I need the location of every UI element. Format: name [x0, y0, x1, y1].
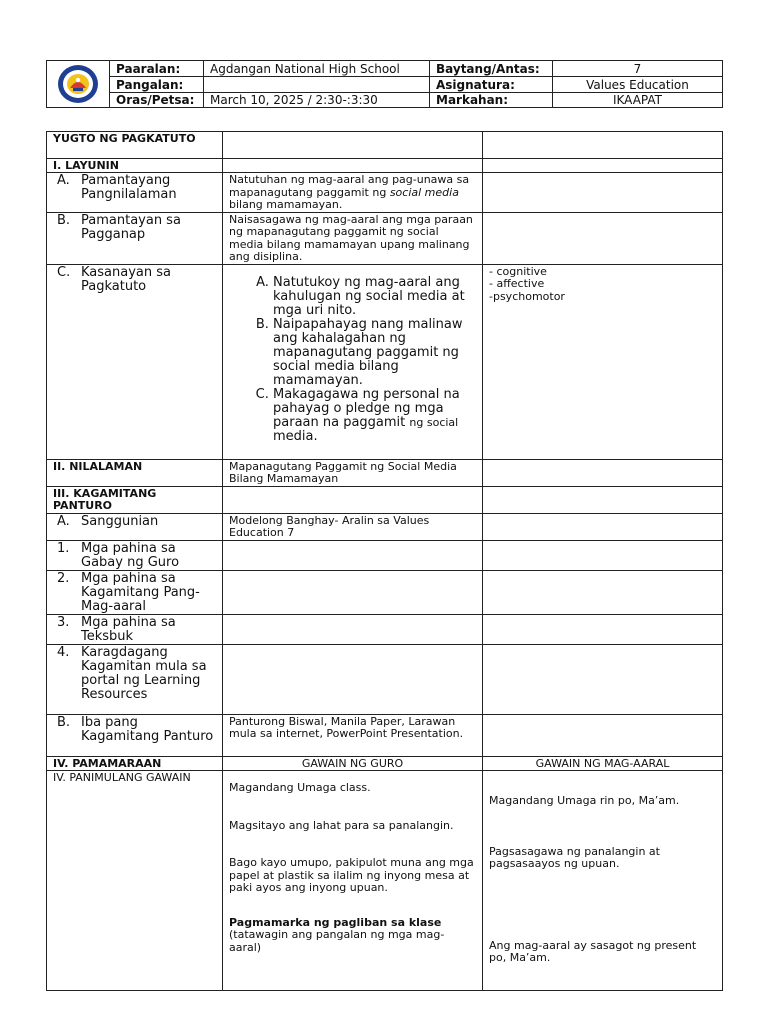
sanggunian-text: Modelong Banghay- Aralin sa Values Education 7: [223, 513, 483, 540]
table-row: [47, 159, 723, 173]
item-label: Kasanayan sa Pagkatuto: [81, 264, 171, 294]
yugto-heading: YUGTO NG PAGKATUTO: [47, 132, 223, 159]
pamantayan-sa-pagganap-item: [53, 214, 216, 242]
learning-domains: [483, 264, 723, 459]
table-row: [47, 756, 723, 771]
item-label: Karagdagang Kagamitan mula sa portal ng Learning Resources: [81, 644, 207, 702]
pangalan-label: Pangalan:: [110, 77, 204, 92]
reference-item: [53, 646, 216, 702]
item-marker: C.: [57, 264, 71, 280]
school-seal: [47, 61, 110, 108]
list-item: [273, 388, 476, 444]
objectives-list: [229, 276, 476, 444]
table-row: [47, 570, 723, 614]
item-marker: B.: [57, 212, 71, 228]
text-part: bilang mamamayan.: [229, 198, 343, 211]
guro-prayer: Magsitayo ang lahat para sa panalangin.: [229, 818, 454, 832]
text-part: ng social: [409, 415, 459, 429]
pamantayan-sa-pagganap-text: Naisasagawa ng mag-aaral ang mga paraan ng mapanagutang paggamit ng social media bilang mamamayan upang malinang ang disiplina.: [223, 212, 483, 264]
item-marker: A.: [57, 513, 70, 529]
table-row: [47, 540, 723, 570]
pangalan-value: [204, 77, 430, 92]
table-row: [47, 459, 723, 486]
item-marker: 3.: [57, 614, 70, 630]
text-part: Natutuhan ng mag-aaral ang pag-unawa sa mapanagutang paggamit ng: [229, 173, 470, 199]
asignatura-label: Asignatura:: [430, 77, 553, 92]
guro-cleanup: Bago kayo umupo, pakipulot muna ang mga papel at plastik sa ilalim ng inyong mesa at paki ayos ang inyong upuan.: [229, 856, 474, 894]
item-marker: 2.: [57, 570, 70, 586]
domain-psychomotor: -psychomotor: [489, 289, 565, 303]
reference-item: [53, 542, 216, 570]
pamamaraan-heading: IV. PAMAMARAAN: [47, 756, 223, 771]
reference-item: [53, 572, 216, 614]
table-row: [47, 771, 723, 991]
gawain-mag-aaral-heading: GAWAIN NG MAG-AARAL: [483, 756, 723, 771]
iba-pang-kagamitan-text: Panturong Biswal, Manila Paper, Larawan mula sa internet, PowerPoint Presentation.: [223, 714, 483, 756]
item-label: Mga pahina sa Kagamitang Pang-Mag-aaral: [81, 570, 200, 614]
table-row: [47, 644, 723, 714]
kasanayan-item: [53, 266, 216, 294]
item-marker: A.: [57, 173, 70, 188]
nilalaman-heading: II. NILALAMAN: [47, 459, 223, 486]
list-item: B. Naipapahayag nang malinaw ang kahalagahan ng mapanagutang paggamit ng social media bilang mamamayan.: [273, 318, 476, 388]
reference-item: [53, 616, 216, 644]
paaralan-value: Agdangan National High School: [204, 61, 430, 77]
item-label: Pamantayang Pangnilalaman: [81, 173, 177, 202]
domain-cognitive: - cognitive: [489, 264, 547, 278]
gawain-guro-heading: GAWAIN NG GURO: [223, 756, 483, 771]
panimulang-gawain-label: IV. PANIMULANG GAWAIN: [47, 771, 223, 991]
pamantayang-pangnilalaman-text: [223, 173, 483, 213]
guro-attendance-text: (tatawagin ang pangalan ng mga mag-aaral): [229, 928, 445, 954]
oras-label: Oras/Petsa:: [110, 92, 204, 107]
baitang-value: 7: [553, 61, 723, 77]
pamantayang-pangnilalaman-item: [53, 174, 216, 202]
sanggunian-item: [53, 515, 216, 529]
table-row: [47, 513, 723, 540]
item-label: Mga pahina sa Teksbuk: [81, 614, 176, 644]
paaralan-label: Paaralan:: [110, 61, 204, 77]
guro-greeting: Magandang Umaga class.: [229, 781, 371, 794]
iba-pang-kagamitan-item: [53, 716, 216, 744]
table-row: [47, 486, 723, 513]
table-row: [47, 714, 723, 756]
mag-aaral-attendance: Ang mag-aaral ay sasagot ng present po, Ma’am.: [489, 938, 697, 964]
item-label: Pamantayan sa Pagganap: [81, 212, 181, 242]
list-item: A. Natutukoy ng mag-aaral ang kahulugan ng social media at mga uri nito.: [273, 276, 476, 318]
mag-aaral-greeting: Magandang Umaga rin po, Ma’am.: [489, 794, 680, 807]
text-part: media.: [273, 428, 318, 444]
text-part: Makagagawa ng personal na pahayag o pledge ng mga paraan na paggamit: [273, 386, 460, 430]
item-label: Mga pahina sa Gabay ng Guro: [81, 540, 180, 570]
table-row: [47, 132, 723, 159]
table-row: [47, 614, 723, 644]
guro-activities: [223, 771, 483, 991]
markahan-label: Markahan:: [430, 92, 553, 107]
mag-aaral-prayer: Pagsasagawa ng panalangin at pagsasaayos ng upuan.: [489, 844, 660, 870]
layunin-heading: I. LAYUNIN: [47, 159, 223, 173]
item-marker: 1.: [57, 540, 70, 556]
item-marker: 4.: [57, 644, 70, 660]
item-label: Sanggunian: [81, 513, 159, 529]
lesson-plan-table: [46, 131, 723, 991]
kagamitan-heading: III. KAGAMITANG PANTURO: [47, 486, 223, 513]
item-marker: B.: [57, 714, 71, 730]
text-emphasis: social media: [389, 185, 459, 199]
header-table: [46, 60, 723, 108]
table-row: [47, 264, 723, 459]
table-row: [47, 212, 723, 264]
table-row: [47, 173, 723, 213]
baitang-label: Baytang/Antas:: [430, 61, 553, 77]
school-seal-icon: [56, 63, 100, 105]
oras-value: March 10, 2025 / 2:30-:3:30: [204, 92, 430, 107]
item-label: Iba pang Kagamitang Panturo: [81, 714, 214, 744]
guro-attendance-title: Pagmamarka ng pagliban sa klase: [229, 915, 442, 929]
domain-affective: - affective: [489, 277, 545, 290]
asignatura-value: Values Education: [553, 77, 723, 92]
nilalaman-text: Mapanagutang Paggamit ng Social Media Bilang Mamamayan: [223, 459, 483, 486]
markahan-value: IKAAPAT: [553, 92, 723, 107]
mag-aaral-activities: [483, 771, 723, 991]
